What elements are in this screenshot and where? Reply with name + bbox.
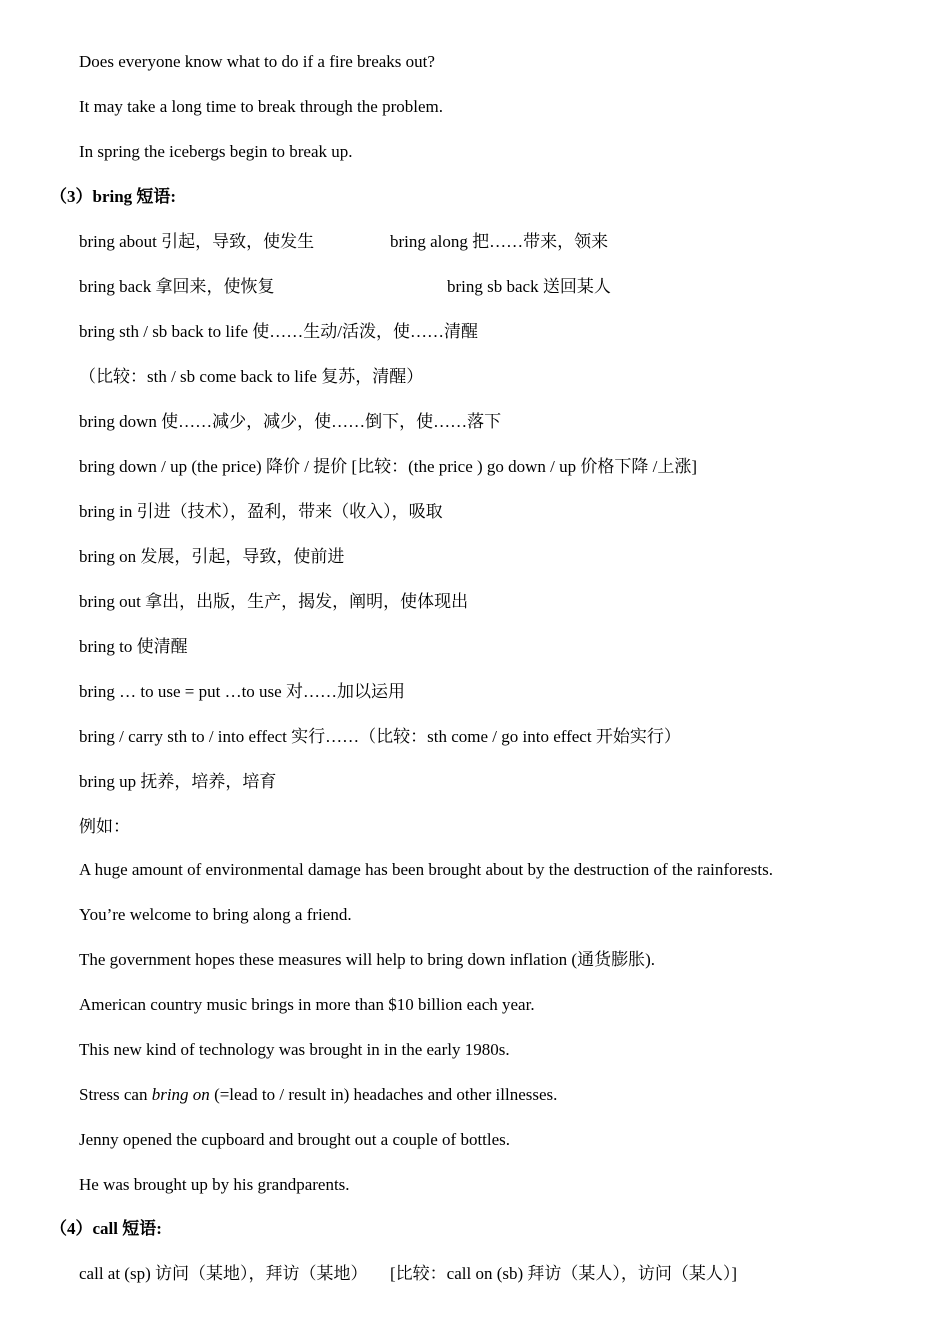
phrase-entry: bring up 抚养，培养，培育: [79, 772, 277, 791]
phrase-note: （比较：sth / sb come back to life 复苏，清醒）: [79, 367, 424, 386]
phrase-entry: bring along 把……带来，领来: [390, 232, 609, 251]
example-sentence: This new kind of technology was brought in in the early 1980s.: [79, 1040, 510, 1059]
example-sentence: He was brought up by his grandparents.: [79, 1175, 350, 1194]
section-heading-bring: （3）bring 短语:: [50, 187, 177, 206]
example-label: 例如：: [79, 817, 130, 836]
phrase-entry: bring sth / sb back to life 使……生动/活泼，使……清醒: [79, 322, 479, 341]
example-sentence: [79, 1084, 557, 1106]
phrase-entry: bring down / up (the price) 降价 / 提价 [比较：(the price ) go down / up 价格下降 /上涨]: [79, 457, 698, 476]
phrase-entry: bring on 发展，引起，导致，使前进: [79, 547, 345, 566]
example-sentence: The government hopes these measures will help to bring down inflation (通货膨胀).: [79, 950, 655, 969]
example-sentence: It may take a long time to break through the problem.: [79, 97, 443, 116]
example-text: (=lead to / result in) headaches and other illnesses.: [209, 1085, 558, 1104]
phrase-entry: bring about 引起，导致，使发生: [79, 232, 315, 251]
example-sentence: Does everyone know what to do if a fire breaks out?: [79, 52, 435, 71]
example-sentence: A huge amount of environmental damage has been brought about by the destruction of the rainforests.: [79, 860, 773, 879]
section-heading-call: （4）call 短语:: [50, 1219, 162, 1238]
example-phrase-italic: bring on: [151, 1085, 210, 1104]
phrase-note: [比较：call on (sb) 拜访（某人），访问（某人）]: [390, 1264, 738, 1283]
phrase-entry: bring to 使清醒: [79, 637, 188, 656]
example-sentence: Jenny opened the cupboard and brought out a couple of bottles.: [79, 1130, 511, 1149]
phrase-entry: bring in 引进（技术），盈利，带来（收入），吸取: [79, 502, 443, 521]
phrase-entry: bring / carry sth to / into effect 实行……（比较：sth come / go into effect 开始实行）: [79, 727, 681, 746]
phrase-entry: bring … to use = put …to use 对……加以运用: [79, 682, 405, 701]
example-sentence: You’re welcome to bring along a friend.: [79, 905, 352, 924]
example-sentence: American country music brings in more than $10 billion each year.: [79, 995, 535, 1014]
phrase-entry: bring down 使……减少，减少，使……倒下，使……落下: [79, 412, 502, 431]
phrase-entry: call at (sp) 访问（某地），拜访（某地）: [79, 1264, 368, 1283]
phrase-entry: bring out 拿出，出版，生产，揭发，阐明，使体现出: [79, 592, 469, 611]
example-sentence: In spring the icebergs begin to break up.: [79, 142, 353, 161]
phrase-entry: bring sb back 送回某人: [447, 277, 611, 296]
phrase-entry: bring back 拿回来，使恢复: [79, 277, 275, 296]
example-text: Stress can: [79, 1085, 152, 1104]
